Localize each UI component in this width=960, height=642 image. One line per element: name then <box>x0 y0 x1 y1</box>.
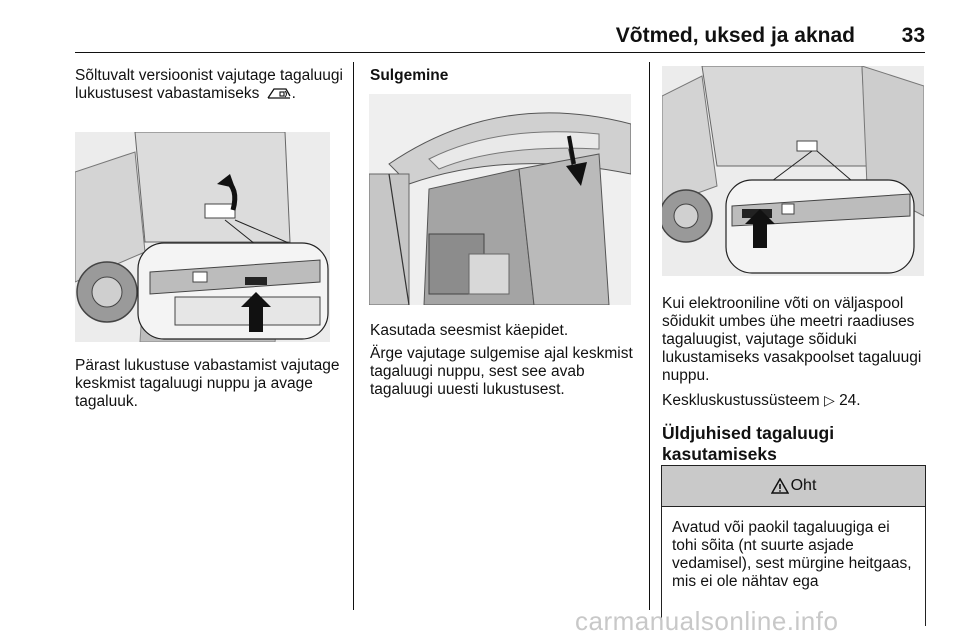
closing-para-1: Kasutada seesmist käepidet. <box>370 322 569 339</box>
column-1-intro <box>75 67 343 103</box>
remote-lock-para: Kui elektrooniline võti on väljaspool sõidukit umbes ühe meetri raadiuses tagaluugist, vajutage sõiduki lukustamiseks vasakpoolset tagaluugi nuppu. <box>662 295 922 384</box>
page-reference-arrow-icon: ▷ <box>823 392 835 408</box>
central-locking-reference <box>662 391 927 410</box>
warning-body: Avatud või paokil tagaluugiga ei tohi sõita (nt suurte asjade vedamisel), sest mürgine heitgaas, mis ei ole nähtav ega <box>672 519 912 590</box>
intro-text: Sõltuvalt versioonist vajutage tagaluugi lukustusest vabastamiseks <box>75 67 343 102</box>
warning-header <box>662 466 925 507</box>
column-divider-right <box>649 62 650 610</box>
page-header <box>75 24 925 48</box>
tailgate-release-icon <box>266 86 292 100</box>
caption-text: Pärast lukustuse vabastamist vajutage keskmist tagaluugi nuppu ja avage tagaluuk. <box>75 357 340 410</box>
column-2-heading-block <box>370 67 635 85</box>
reference-page: 24. <box>839 392 861 409</box>
header-rule <box>75 52 925 53</box>
warning-triangle-icon <box>771 478 789 494</box>
closing-heading: Sulgemine <box>370 67 449 84</box>
watermark: carmanualsonline.info <box>575 606 839 636</box>
column-divider-left <box>353 62 354 610</box>
section-title: Võtmed, uksed ja aknad <box>615 24 855 47</box>
tailgate-closing-illustration <box>369 94 631 305</box>
page-number: 33 <box>901 24 925 47</box>
tailgate-lock-illustration <box>662 66 924 276</box>
intro-period: . <box>291 85 296 102</box>
column-2-text <box>370 322 640 399</box>
column-1-caption <box>75 357 347 411</box>
danger-warning-box <box>661 465 926 626</box>
column-3-text <box>662 295 927 465</box>
general-guidance-heading: Üldjuhised tagaluugi kasutamiseks <box>662 423 835 464</box>
reference-text: Keskluskustussüsteem <box>662 392 820 409</box>
closing-para-2: Ärge vajutage sulgemise ajal keskmist tagaluugi nuppu, sest see avab tagaluugi uuesti lukustusest. <box>370 345 633 398</box>
warning-title: Oht <box>790 477 817 494</box>
tailgate-unlock-illustration <box>75 132 330 342</box>
